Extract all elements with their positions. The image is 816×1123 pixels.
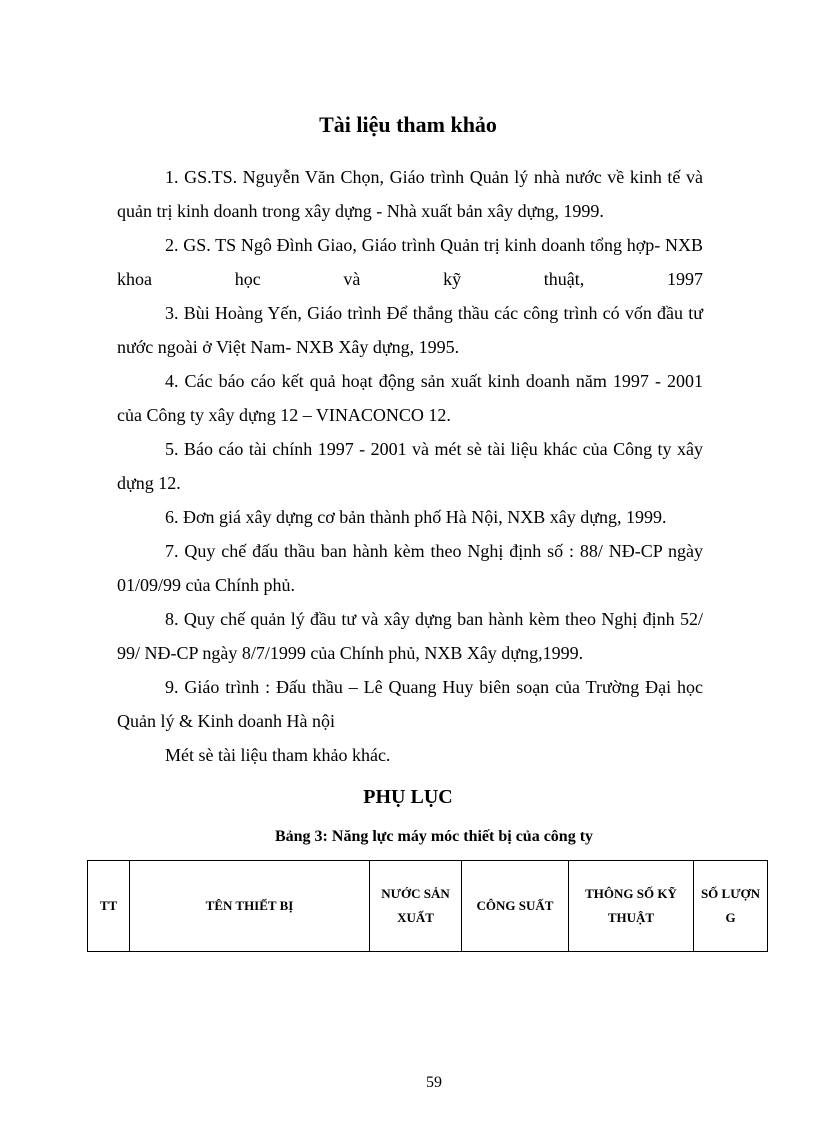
reference-item: 2. GS. TS Ngô Đình Giao, Giáo trình Quản trị kinh doanh tổng hợp- NXB khoa học và kỹ thuật, 1997: [117, 235, 703, 289]
reference-item: 4. Các báo cáo kết quả hoạt động sản xuất kinh doanh năm 1997 - 2001 của Công ty xây dựng 12 – VINACONCO 12.: [117, 371, 703, 425]
equipment-table: [87, 860, 768, 952]
page-title: Tài liệu tham khảo: [319, 112, 497, 137]
column-header-tt: TT: [88, 861, 130, 952]
reference-item: 3. Bùi Hoàng Yến, Giáo trình Để thắng thầu các công trình có vốn đầu tư nước ngoài ở Việt Nam- NXB Xây dựng, 1995.: [117, 303, 703, 357]
reference-list: [117, 160, 703, 772]
column-header-country: NƯỚC SẢN XUẤT: [370, 861, 462, 952]
appendix-title: PHỤ LỤC: [363, 786, 453, 808]
table-header-row: [88, 861, 768, 952]
column-header-specs: THÔNG SỐ KỸ THUẬT: [569, 861, 694, 952]
reference-item: 9. Giáo trình : Đấu thầu – Lê Quang Huy biên soạn của Trường Đại học Quản lý & Kinh doanh Hà nội: [117, 677, 703, 731]
reference-item: 1. GS.TS. Nguyễn Văn Chọn, Giáo trình Quản lý nhà nước về kinh tế và quản trị kinh doanh trong xây dựng - Nhà xuất bản xây dựng, 1999.: [117, 167, 703, 221]
reference-item-other: Mét sè tài liệu tham khảo khác.: [165, 745, 391, 765]
reference-item: 7. Quy chế đấu thầu ban hành kèm theo Nghị định số : 88/ NĐ-CP ngày 01/09/99 của Chính phủ.: [117, 541, 703, 595]
table-caption: Bảng 3: Năng lực máy móc thiết bị của công ty: [274, 828, 594, 845]
reference-item: 8. Quy chế quản lý đầu tư và xây dựng ban hành kèm theo Nghị định 52/ 99/ NĐ-CP ngày 8/7/1999 của Chính phủ, NXB Xây dựng,1999.: [117, 609, 703, 663]
reference-item: 5. Báo cáo tài chính 1997 - 2001 và mét sè tài liệu khác của Công ty xây dựng 12.: [117, 439, 703, 493]
column-header-quantity: SỐ LƯỢN G: [694, 861, 768, 952]
reference-item: 6. Đơn giá xây dựng cơ bản thành phố Hà Nội, NXB xây dựng, 1999.: [165, 507, 667, 527]
page-number: 59: [426, 1074, 442, 1091]
column-header-equipment-name: TÊN THIẾT BỊ: [130, 861, 370, 952]
column-header-capacity: CÔNG SUẤT: [462, 861, 569, 952]
